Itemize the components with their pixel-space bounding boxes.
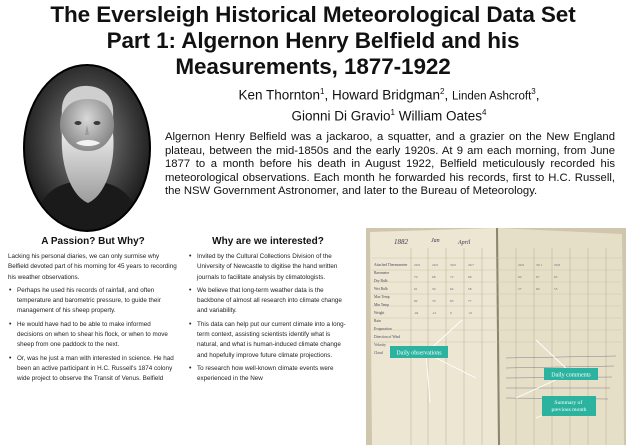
ledger-row-label: Wet Bulb — [374, 287, 388, 291]
svg-text:29.7: 29.7 — [468, 263, 474, 267]
affiliation-mark: 2 — [440, 87, 445, 96]
ledger-month: Jan — [431, 238, 440, 244]
affiliation-mark: 1 — [320, 87, 325, 96]
author-name: Linden Ashcroft — [452, 90, 532, 103]
svg-text:29.8: 29.8 — [554, 263, 560, 267]
svg-text:58: 58 — [468, 287, 472, 291]
ledger-row-label: Evaporation — [374, 327, 392, 331]
author-name: William Oates — [398, 108, 483, 123]
affiliation-mark: 3 — [531, 87, 536, 96]
svg-text:55: 55 — [554, 287, 558, 291]
svg-text:29.9: 29.9 — [432, 263, 438, 267]
ledger-row-label: Min Temp — [374, 303, 389, 307]
svg-text:77: 77 — [468, 299, 472, 303]
ledger-row-label: Barometer — [374, 271, 390, 275]
title-line-3: Measurements, 1877-1922 — [175, 54, 451, 79]
bullet-item: • We believe that long-term weather data is the backbone of almost all research into climate change and variability. — [197, 286, 348, 317]
svg-text:67: 67 — [536, 275, 540, 279]
author-line-1: Ken Thornton$^1$, Howard Bridgman$^2$, Linden Ashcroft$^3$, — [238, 87, 540, 103]
svg-text:79: 79 — [432, 299, 436, 303]
svg-text:70: 70 — [414, 275, 418, 279]
svg-text:68: 68 — [432, 275, 436, 279]
belfield-portrait — [22, 63, 152, 233]
svg-text:85: 85 — [450, 299, 454, 303]
title-line-1: The Eversleigh Historical Meteorological Data Set — [50, 2, 576, 27]
svg-text:60: 60 — [536, 287, 540, 291]
section-intro: Lacking his personal diaries, we can only surmise why Belfield devoted part of his morning for 45 years to recording his weather observations. — [8, 253, 177, 281]
svg-text:64: 64 — [450, 287, 454, 291]
section-heading: Why are we interested? — [212, 236, 324, 247]
svg-text:30.1: 30.1 — [536, 263, 542, 267]
bullet-item: • Perhaps he used his records of rainfall, and often temperature and barometric pressure, to guide their management of his sheep property. — [17, 286, 178, 317]
bullet-item: • This data can help put our current climate into a long-term context, assisting scientists identify what is natural, and what is human-induced climate change and hopefully improve future climate projections. — [197, 320, 348, 361]
svg-text:82: 82 — [414, 299, 418, 303]
svg-text:.04: .04 — [414, 311, 419, 315]
ledger-row-label: Dry Bulb — [374, 279, 388, 283]
author-list — [152, 84, 626, 124]
callout-label-part: previous month — [551, 407, 587, 413]
callout-label: Daily observations — [396, 350, 442, 357]
svg-text:72: 72 — [450, 275, 454, 279]
bullet-list — [8, 286, 178, 385]
abstract-text: Algernon Henry Belfield was a jackaroo, a squatter, and a grazier on the New England plateau, between the mid-1850s and the early 1920s. At 9 am each morning, from June 1877 to a month before his death in August 1922, Belfield meticulously recorded his meteorological observations. Each month he forwarded his records, first to H.C. Russell, the NSW Government Astronomer, and later to the Bureau of Meteorology. — [165, 131, 615, 198]
svg-text:0: 0 — [450, 311, 452, 315]
ledger-row-label: Cloud — [374, 351, 383, 355]
ledger-row-label: Max Temp — [374, 295, 390, 299]
author-name: Howard Bridgman — [332, 87, 441, 103]
svg-text:63: 63 — [554, 275, 558, 279]
section-heading: A Passion? But Why? — [41, 236, 145, 247]
affiliation-mark: 4 — [482, 107, 487, 117]
bullet-list — [188, 252, 348, 385]
section-interest — [188, 236, 348, 388]
bullet-item: • Invited by the Cultural Collections Division of the University of Newcastle to digitise the hand written journals to facilitate analysis by climatologists. — [197, 252, 348, 283]
author-line-2 — [152, 105, 626, 125]
svg-text:64: 64 — [518, 275, 522, 279]
author-name: Gionni Di Gravio — [291, 108, 391, 123]
svg-text:57: 57 — [518, 287, 522, 291]
ledger-row-label: Weight — [374, 311, 385, 315]
svg-text:29.9: 29.9 — [518, 263, 524, 267]
ledger-year: 1882 — [394, 238, 408, 246]
svg-text:59: 59 — [432, 287, 436, 291]
title-line-2: Part 1: Algernon Henry Belfield and his — [106, 28, 520, 53]
ledger-row-label: Velocity — [374, 343, 386, 347]
callout-label: Daily comments — [551, 372, 591, 379]
svg-text:61: 61 — [414, 287, 418, 291]
bullet-item: • To research how well-known climate events were experienced in the New — [197, 364, 348, 385]
bullet-item: • Or, was he just a man with interested in science. He had been an active participant in H.C. Russell's 1874 colony wide project to observe the Transit of Venus. Belfield — [17, 354, 178, 385]
ledger-row-label: Rain — [374, 319, 381, 323]
callout-box — [542, 396, 596, 416]
ledger-month: April — [458, 240, 471, 246]
callout-label-part: Summary of — [554, 400, 583, 406]
svg-text:.31: .31 — [468, 311, 473, 315]
section-passion — [8, 236, 178, 388]
ledger-row-label: Direction of Wind — [374, 335, 401, 339]
affiliation-mark: 1 — [390, 107, 395, 117]
svg-text:30.0: 30.0 — [450, 263, 456, 267]
author-name: Ken Thornton — [238, 87, 321, 103]
svg-text:.12: .12 — [432, 311, 437, 315]
bullet-item: • He would have had to be able to make informed decisions on when to shear his flock, or when to move sheep from one paddock to the next. — [17, 320, 178, 351]
ledger-photo — [366, 228, 626, 445]
ledger-row-label: Attached Thermometer — [374, 263, 408, 267]
svg-text:66: 66 — [468, 275, 472, 279]
svg-text:29.8: 29.8 — [414, 263, 420, 267]
